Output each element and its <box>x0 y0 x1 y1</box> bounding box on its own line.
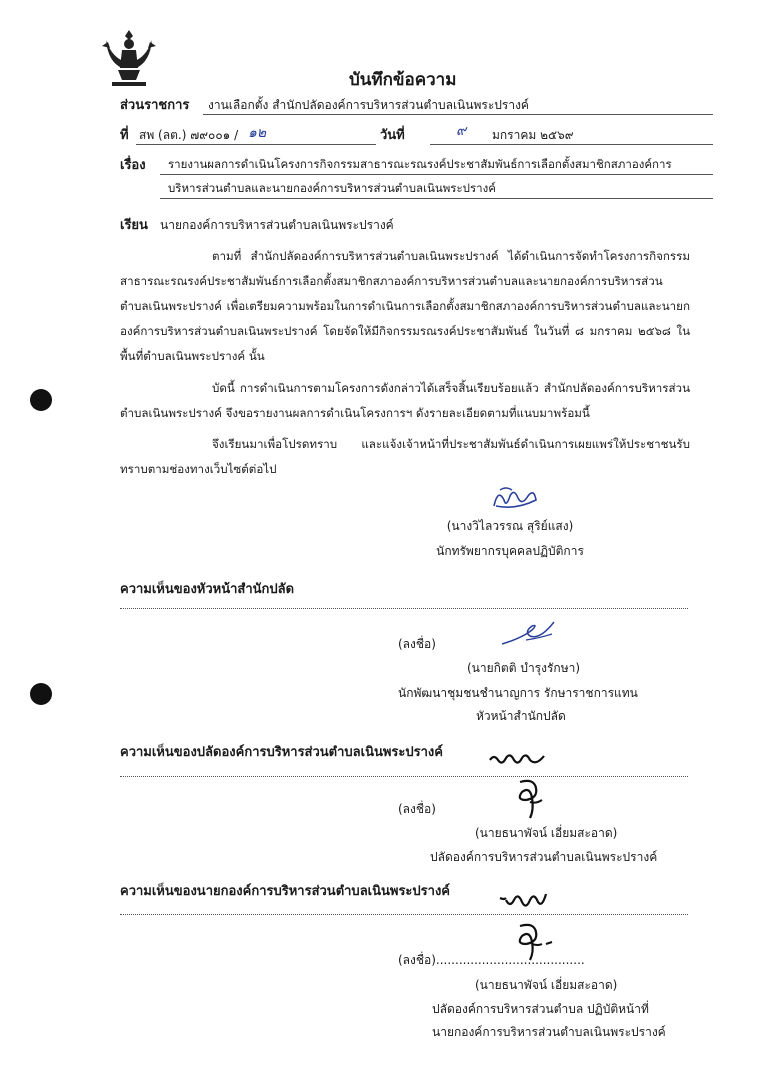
section-1-position-1: นักพัฒนาชุมชนชำนาญการ รักษาราชการแทน <box>398 686 638 700</box>
ref-label: ที่ <box>120 128 129 143</box>
garuda-emblem-icon <box>98 26 160 90</box>
date-value: มกราคม ๒๕๖๙ <box>492 128 574 142</box>
signer-1-name: (นางวิไลวรรณ สุริย์แสง) <box>446 519 574 533</box>
date-label: วันที่ <box>380 128 405 143</box>
date-handwritten: ๙ <box>456 123 467 139</box>
initials-2-icon <box>496 890 552 916</box>
subject-underline-1 <box>160 174 713 175</box>
section-1-position-2: หัวหน้าสำนักปลัด <box>476 709 566 723</box>
section-2-sign-label: (ลงชื่อ) <box>398 802 436 816</box>
section-3-comment-line <box>120 914 688 915</box>
agency-value: งานเลือกตั้ง สำนักปลัดองค์การบริหารส่วนตำบลเนินพระปรางค์ <box>208 98 529 112</box>
section-3-position-2: นายกองค์การบริหารส่วนตำบลเนินพระปรางค์ <box>432 1025 666 1039</box>
body-paragraph-2: บัดนี้ การดำเนินการตามโครงการดังกล่าวได้เสร็จสิ้นเรียบร้อยแล้ว สำนักปลัดองค์การบริหารส่วนตำบลเนินพระปรางค์ จึงขอรายงานผลการดำเนินโครงการฯ ดังรายละเอียดตามที่แนบมาพร้อมนี้ <box>120 381 690 420</box>
section-3-heading: ความเห็นของนายกองค์การบริหารส่วนตำบลเนินพระปรางค์ <box>120 884 450 899</box>
section-2-signer-name: (นายธนาพัจน์ เอี่ยมสะอาด) <box>475 826 618 840</box>
signature-2-icon <box>496 618 566 652</box>
section-2-position-1: ปลัดองค์การบริหารส่วนตำบลเนินพระปรางค์ <box>430 850 658 864</box>
section-1-comment-line <box>120 608 688 609</box>
signature-3-icon <box>506 776 550 822</box>
agency-underline <box>203 114 713 115</box>
signer-1-position: นักทรัพยากรบุคคลปฏิบัติการ <box>436 544 584 558</box>
date-underline <box>430 144 713 145</box>
initials-1-icon <box>486 746 550 774</box>
section-1-signer-name: (นายกิตติ บำรุงรักษา) <box>467 661 581 675</box>
memo-title: บันทึกข้อความ <box>349 70 457 90</box>
to-label: เรียน <box>120 218 148 233</box>
body-paragraph-3: จึงเรียนมาเพื่อโปรดทราบ และแจ้งเจ้าหน้าที่ประชาสัมพันธ์ดำเนินการเผยแพร่ให้ประชาชนรับทราบตามช่องทางเว็บไซต์ต่อไป <box>120 437 690 476</box>
ref-underline <box>136 144 376 145</box>
section-1-heading: ความเห็นของหัวหน้าสำนักปลัด <box>120 582 295 597</box>
ref-handwritten: ๑๒ <box>248 125 267 141</box>
section-1-sign-label: (ลงชื่อ) <box>398 637 436 651</box>
signature-4-icon <box>506 920 558 964</box>
to-value: นายกองค์การบริหารส่วนตำบลเนินพระปรางค์ <box>160 218 394 232</box>
punch-hole-bottom <box>30 683 52 705</box>
ref-value: สพ (ลต.) ๗๙๐๐๑ / <box>139 128 239 142</box>
signature-1-icon <box>480 484 550 518</box>
section-2-heading: ความเห็นของปลัดองค์การบริหารส่วนตำบลเนินพระปรางค์ <box>120 745 443 760</box>
punch-hole-top <box>30 389 52 411</box>
section-3-sign-label: (ลงชื่อ)....................................... <box>398 953 585 967</box>
subject-line-1: รายงานผลการดำเนินโครงการกิจกรรมสาธารณะรณรงค์ประชาสัมพันธ์การเลือกตั้งสมาชิกสภาองค์การ <box>168 157 672 171</box>
body-paragraph-1: ตามที่ สำนักปลัดองค์การบริหารส่วนตำบลเนินพระปรางค์ ได้ดำเนินการจัดทำโครงการกิจกรรมสาธารณะรณรงค์ประชาสัมพันธ์การเลือกตั้งสมาชิกสภาองค์การบริหารส่วนตำบลและนายกองค์การบริหารส่วนตำบลเนินพระปรางค์ เพื่อเตรียมความพร้อมในการดำเนินการเลือกตั้งสมาชิกสภาองค์การบริหารส่วนตำบลและนายกองค์การบริหารส่วนตำบลเนินพระปรางค์ โดยจัดให้มีกิจกรรมรณรงค์ประชาสัมพันธ์ ในวันที่ ๘ มกราคม ๒๕๖๘ ในพื้นที่ตำบลเนินพระปรางค์ นั้น <box>120 249 690 363</box>
subject-line-2: บริหารส่วนตำบลและนายกองค์การบริหารส่วนตำบลเนินพระปรางค์ <box>168 181 496 195</box>
section-3-signer-name: (นายธนาพัจน์ เอี่ยมสะอาด) <box>475 978 618 992</box>
subject-underline-2 <box>160 198 713 199</box>
subject-label: เรื่อง <box>120 158 146 173</box>
section-3-position-1: ปลัดองค์การบริหารส่วนตำบล ปฏิบัติหน้าที่ <box>432 1002 649 1016</box>
agency-label: ส่วนราชการ <box>120 98 190 113</box>
section-2-comment-line <box>120 776 688 777</box>
